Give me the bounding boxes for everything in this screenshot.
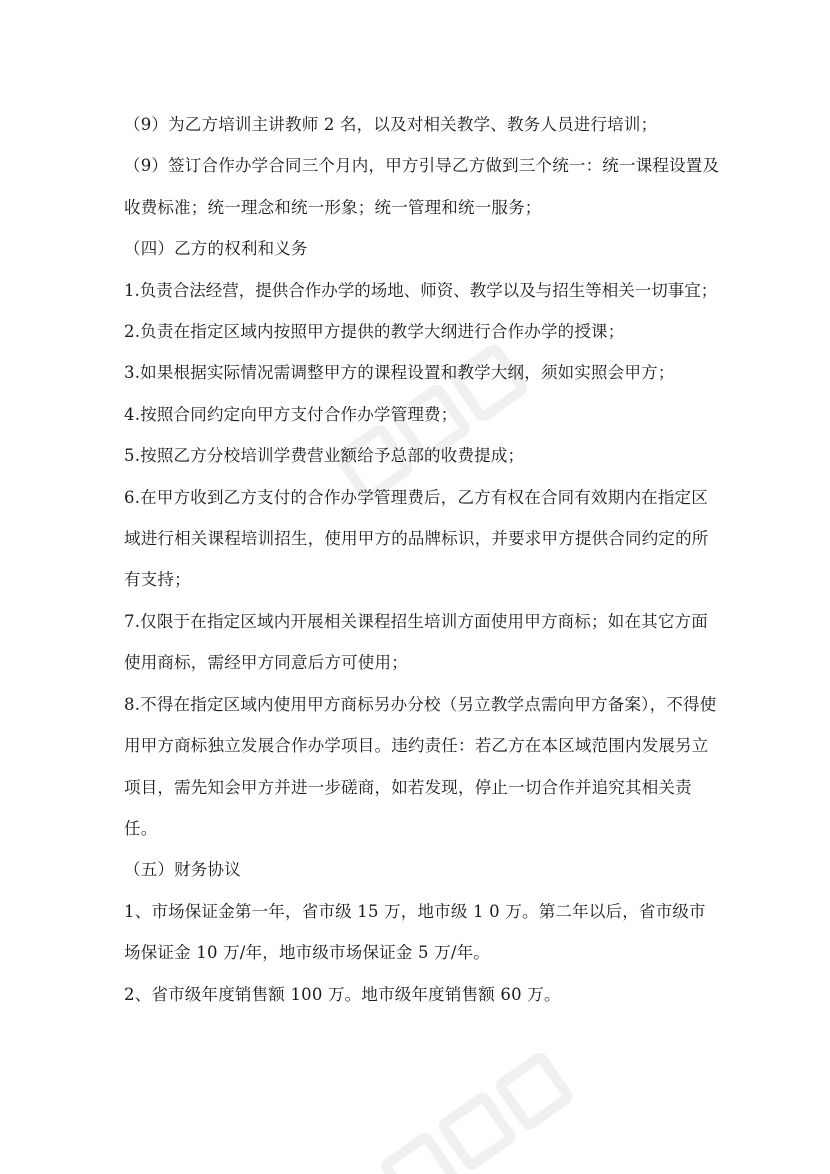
- section-heading-party-b-rights: （四）乙方的权利和义务: [124, 239, 308, 259]
- section-heading-financial-agreement: （五）财务协议: [124, 860, 241, 880]
- watermark-bottom: [340, 1040, 600, 1174]
- paragraph-training-teachers: （9）为乙方培训主讲教师 2 名，以及对相关教学、教务人员进行培训；: [124, 115, 658, 134]
- paragraph-annual-sales: 2、省市级年度销售额 100 万。地市级年度销售额 60 万。: [124, 984, 561, 1004]
- paragraph-three-unifications: （9）签订合作办学合同三个月内，甲方引导乙方做到三个统一：统一课程设置及收费标准；统一理念和统一形象；统一管理和统一服务；: [124, 156, 720, 217]
- paragraph-item-4: 4.按照合同约定向甲方支付合作办学管理费；: [124, 404, 458, 424]
- watermark-bottom-graphic: [340, 1040, 600, 1174]
- paragraph-item-5: 5.按照乙方分校培训学费营业额给予总部的收费提成；: [124, 446, 525, 466]
- paragraph-item-7: 7.仅限于在指定区域内开展相关课程招生培训方面使用甲方商标；如在其它方面使用商标，需经甲方同意后方可使用；: [124, 611, 708, 673]
- paragraph-item-6: 6.在甲方收到乙方支付的合作办学管理费后，乙方有权在合同有效期内在指定区域进行相关课程培训招生，使用甲方的品牌标识，并要求甲方提供合同约定的所有支持；: [124, 487, 709, 590]
- paragraph-item-3: 3.如果根据实际情况需调整甲方的课程设置和教学大纲，须如实照会甲方；: [124, 363, 675, 383]
- paragraph-item-8: 8.不得在指定区域内使用甲方商标另办分校（另立教学点需向甲方备案），不得使用甲方商标独立发展合作办学项目。违约责任：若乙方在本区域范围内发展另立项目，需先知会甲方并进一步磋商，如若发现，停止一切合作并追究其相关责任。: [124, 694, 717, 838]
- document-body: [124, 104, 720, 1015]
- paragraph-item-2: 2.负责在指定区域内按照甲方提供的教学大纲进行合作办学的授课；: [124, 322, 625, 342]
- paragraph-item-1: 1.负责合法经营，提供合作办学的场地、师资、教学以及与招生等相关一切事宜；: [124, 280, 718, 300]
- paragraph-deposit: 1、市场保证金第一年，省市级 15 万，地市级 1 0 万。第二年以后，省市级市场保证金 10 万/年，地市级市场保证金 5 万/年。: [124, 901, 706, 963]
